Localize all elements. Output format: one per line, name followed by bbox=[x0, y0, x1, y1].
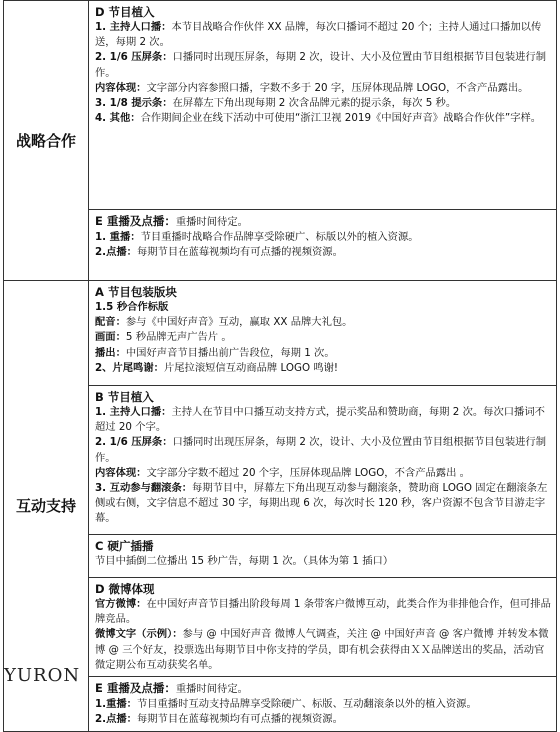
section-interactive-a bbox=[89, 281, 557, 386]
list-item: 2. 1/6 压屏条：口播同时出现压屏条，每期 2 次，设计、大小及位置由节目组根据节目包装进行制作。 bbox=[95, 436, 547, 464]
list-item: 2.点播：每期节目在蓝莓视频均有可点播的视频资源。 bbox=[95, 713, 343, 726]
section-interactive-d bbox=[89, 578, 557, 677]
list-item: 画面：5 秒品牌无声广告片 。 bbox=[95, 331, 232, 344]
section-interactive-e bbox=[89, 677, 557, 732]
list-item: 2.点播：每期节目在蓝莓视频均有可点播的视频资源。 bbox=[95, 246, 343, 259]
section-title: C 硬广插播 bbox=[95, 539, 154, 553]
list-item: 微博文字（示例）：参与 @ 中国好声音 微博人气调查，关注 @ 中国好声音 @ 客户微博 并转发本微博 @ 三个好友，投票选出每期节目中你支持的学员，即有机会获得由ＸＸ品牌送出的奖品，活动官微定期公布互动获奖名单。 bbox=[95, 628, 549, 671]
category-interactive: 互动支持 bbox=[4, 281, 89, 732]
section-title: A 节目包装版块 bbox=[95, 285, 177, 299]
section-strategic-e bbox=[89, 210, 557, 281]
table-row bbox=[4, 281, 557, 386]
section-title: D 微博体现 bbox=[95, 582, 155, 596]
category-strategic: 战略合作 bbox=[4, 1, 89, 281]
section-subtitle: 1.5 秒合作标版 bbox=[95, 301, 169, 313]
section-title: B 节目植入 bbox=[95, 390, 154, 404]
section-interactive-b bbox=[89, 386, 557, 535]
section-title: D 节目植入 bbox=[95, 5, 155, 19]
list-item: 配音：参与《中国好声音》互动，赢取 XX 品牌大礼包。 bbox=[95, 316, 353, 329]
list-item: 3. 互动参与翻滚条：每期节目中，屏幕左下角出现互动参与翻滚条，赞助商 LOGO 固定在翻滚条左侧或右侧，文字信息不超过 30 字，每期出现 6 次，每次时长 120 秒，客户资源不包含节目游走字幕。 bbox=[95, 482, 548, 525]
section-strategic-d bbox=[89, 1, 557, 210]
list-item: 播出：中国好声音节目播出前广告段位，每期 1 次。 bbox=[95, 346, 335, 359]
list-item: 1.重播：节目重播时互动支持品牌享受除硬广、标版、互动翻滚条以外的植入资源。 bbox=[95, 698, 477, 711]
list-item: E 重播及点播：重播时间待定。 bbox=[95, 681, 248, 696]
list-item: 4. 其他：合作期间企业在线下活动中可使用“浙江卫视 2019《中国好声音》战略合作伙伴”字样。 bbox=[95, 112, 542, 125]
list-item: 内容体现：文字部分字数不超过 20 个字，压屏体现品牌 LOGO，不含产品露出 。 bbox=[95, 466, 470, 479]
list-item: 1. 重播：节目重播时战略合作品牌享受除硬广、标版以外的植入资源。 bbox=[95, 231, 419, 244]
list-item: 1. 主持人口播：主持人在节目中口播互动支持方式，提示奖品和赞助商，每期 2 次。每次口播词不超过 20 个字。 bbox=[95, 406, 545, 434]
list-item: 2. 1/6 压屏条：口播同时出现压屏条，每期 2 次，设计、大小及位置由节目组根据节目包装进行制作。 bbox=[95, 51, 547, 79]
list-item: 3. 1/8 提示条：在屏幕左下角出现每期 2 次含品牌元素的提示条，每次 5 秒。 bbox=[95, 97, 457, 110]
list-item: 1. 主持人口播：本节目战略合作伙伴 XX 品牌，每次口播词不超过 20 个；主持人通过口播加以传送，每期 2 次。 bbox=[95, 21, 542, 49]
list-item: 节目中插倒二位播出 15 秒广告，每期 1 次。（具体为第 1 插口） bbox=[95, 555, 394, 567]
watermark: YURON bbox=[4, 665, 81, 686]
list-item: 2、片尾鸣谢：片尾拉滚短信互动商品牌 LOGO 鸣谢! bbox=[95, 361, 339, 374]
section-interactive-c bbox=[89, 535, 557, 578]
table-row bbox=[4, 1, 557, 210]
sponsorship-table bbox=[3, 0, 557, 732]
list-item: E 重播及点播：重播时间待定。 bbox=[95, 214, 248, 228]
list-item: 官方微博：在中国好声音节目播出阶段每周 1 条带客户微博互动，此类合作为非排他合作，但可排品牌竞品。 bbox=[95, 598, 551, 626]
list-item: 内容体现：文字部分内容参照口播，字数不多于 20 字，压屏体现品牌 LOGO，不含产品露出。 bbox=[95, 81, 529, 94]
